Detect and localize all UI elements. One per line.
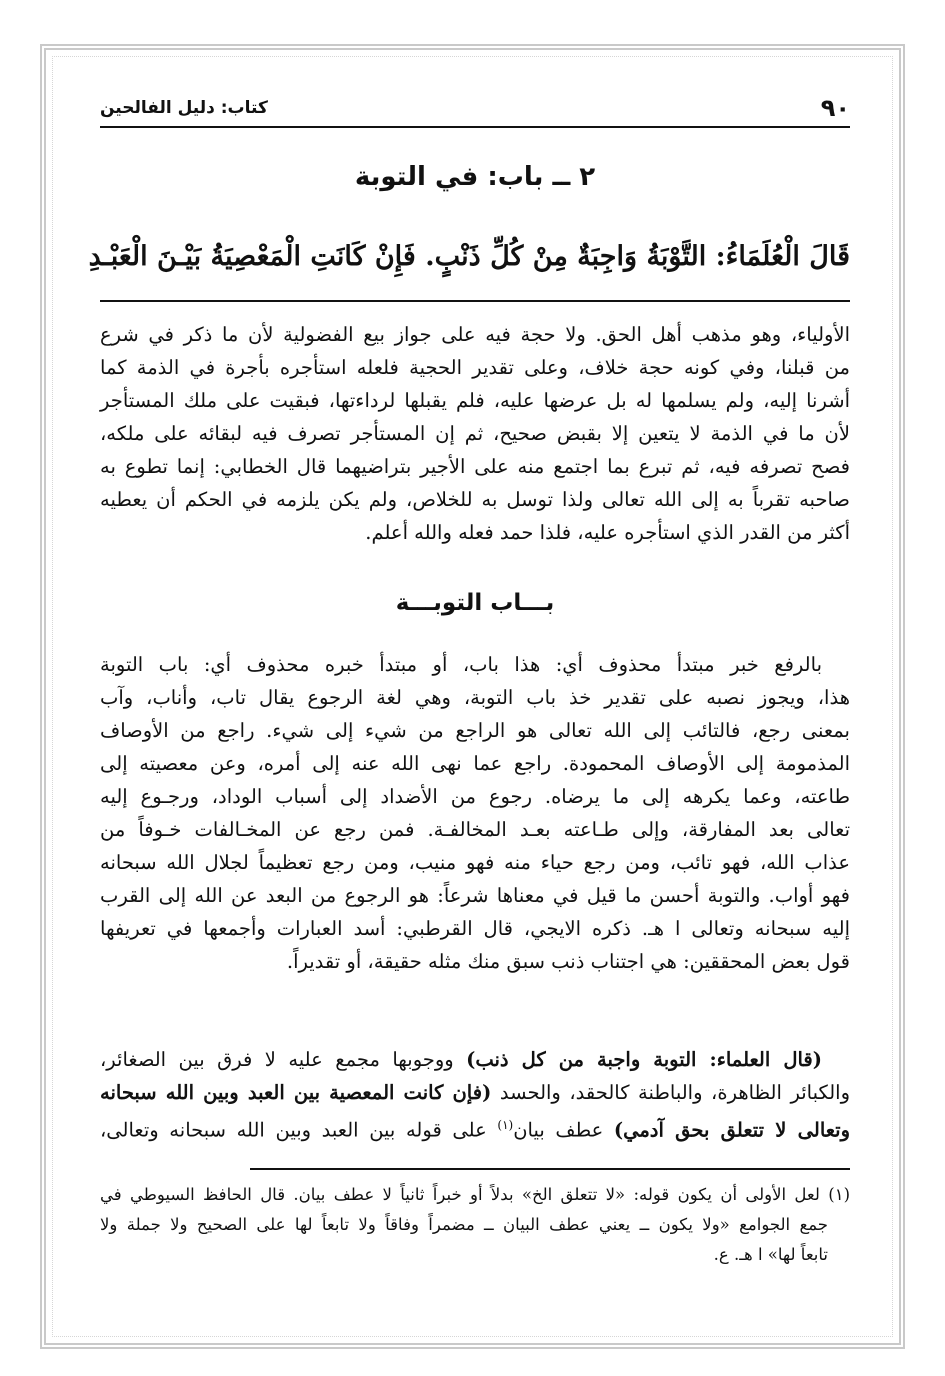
commentary-text: ووجوبها مجمع عليه لا فرق بين الصغائر، bbox=[100, 1048, 467, 1071]
footnote-line: (١) لعل الأولى أن يكون قوله: «لا تتعلق الخ» بدلاً أو خبراً ثانياً لا عطف بيان. قال الحافظ السيوطي في bbox=[100, 1185, 850, 1204]
paragraph-commentary-3 bbox=[100, 1043, 850, 1142]
running-header bbox=[100, 92, 850, 128]
text-line: صاحبه تقرباً به إلى الله تعالى ولذا توسل به للخلاص، ولم يكن يلزمه في الحكم أن يعطيه bbox=[100, 488, 850, 511]
text-line: من قبلنا، وفي كونه حجة خلاف، وعلى تقدير الحجية فلعله استأجره بأجرة في الذمة كما bbox=[100, 356, 850, 379]
footnote-reference[interactable]: (١) bbox=[497, 1118, 514, 1132]
text-line: أشرنا إليه، ولم يسلمها له بل عرضها عليه، فلم يقبلها لرداءتها، فبقيت على ملك المستأجر bbox=[100, 389, 850, 412]
section-heading: بـــاب التوبـــة bbox=[395, 590, 555, 616]
matn-text: قَالَ الْعُلَمَاءُ: التَّوْبَةُ وَاجِبَةٌ مِنْ كُلِّ ذَنْبٍ. فَإِنْ كَانَتِ الْمَعْصِيَةُ بَيْـنَ الْعَبْـدِ bbox=[88, 241, 850, 272]
book-title: كتاب: دليل الفالحين bbox=[100, 98, 268, 118]
commentary-text: عطف بيان bbox=[513, 1118, 614, 1142]
commentary-text: والكبائر الظاهرة، والباطنة كالحقد، والحسد bbox=[491, 1081, 850, 1104]
text-line: تعالى بعد المفارقة، وإلى طـاعته بعـد المخالفـة. فمن رجع عن المخـالفات خـوفاً من bbox=[100, 818, 850, 841]
text-line bbox=[100, 1043, 850, 1076]
text-line: فهو أواب. والتوبة أحسن ما قيل في معناها شرعاً: هو الرجوع من البعد عن الله إلى القرب bbox=[100, 884, 850, 907]
paragraph-commentary-2 bbox=[100, 648, 850, 978]
matn-divider bbox=[100, 300, 850, 302]
page-number: ٩٠ bbox=[820, 94, 850, 122]
text-line: قول بعض المحققين: هي اجتناب ذنب سبق منك مثله حقيقة، أو تقديراً. bbox=[286, 950, 850, 973]
quoted-matn: (فإن كانت المعصية بين العبد وبين الله سبحانه bbox=[100, 1081, 492, 1104]
text-line bbox=[100, 1109, 850, 1142]
text-line: فصح تصرفه فيه، ثم تبرع بما اجتمع منه على الأجير بتراضيهما قال الخطابي: إنما تطوع به bbox=[100, 455, 850, 478]
text-line: بمعنى رجع، فالتائب إلى الله تعالى هو الراجع من شيء إلى شيء. راجع من الأوصاف bbox=[100, 719, 850, 742]
text-line: بالرفع خبر مبتدأ محذوف أي: هذا باب، أو مبتدأ خبره محذوف أي: باب التوبة bbox=[100, 653, 822, 676]
text-line: إليه سبحانه وتعالى ا هـ. ذكره الايجي، قال القرطبي: أسد العبارات وأجمعها في تعريفها bbox=[100, 917, 850, 940]
quoted-matn: (قال العلماء: التوبة واجبة من كل ذنب) bbox=[466, 1048, 822, 1071]
footnote-line: تابعاً لها» ا هـ. ع. bbox=[713, 1245, 828, 1264]
paragraph-commentary-1 bbox=[100, 318, 850, 549]
footnote-divider bbox=[250, 1168, 850, 1170]
text-line: لأن ما في الذمة لا يتعين إلا بقبض صحيح، ثم إن المستأجر تصرف فيه لبقائه على ملكه، bbox=[100, 422, 850, 445]
text-line: هذا، ويجوز نصبه على تقدير خذ باب التوبة، وهي لغة الرجوع يقال تاب، وأناب، وآب bbox=[100, 686, 850, 709]
text-line: الأولياء، وهو مذهب أهل الحق. ولا حجة فيه على جواز بيع الفضولية لأن ما ذكر في شرع bbox=[100, 323, 850, 346]
text-line: أكثر من القدر الذي استأجره عليه، فلذا حمد فعله والله أعلم. bbox=[365, 521, 850, 544]
commentary-text: على قوله بين العبد وبين الله سبحانه وتعالى، bbox=[100, 1118, 498, 1142]
text-line: المذمومة إلى الأوصاف المحمودة. راجع عما نهى الله عنه إلى أمره، وعن معصيته إلى bbox=[100, 752, 850, 775]
text-line: طاعته، وعما يكرهه إلى ما يرضاه. رجوع من الأضداد إلى أسباب الوداد، ورجـوع إليه bbox=[100, 785, 850, 808]
chapter-heading: ٢ ــ باب: في التوبة bbox=[354, 162, 596, 192]
text-line: عذاب الله، فهو تائب، ومن رجع حياء منه فهو منيب، ومن رجع تعظيماً لجلال الله سبحانه bbox=[100, 851, 850, 874]
footnote-line: جمع الجوامع «ولا يكون ــ يعني عطف البيان ــ مضمراً وفاقاً ولا تابعاً لها على الصحيح ولا جملة ولا bbox=[100, 1215, 828, 1234]
footnote bbox=[100, 1180, 850, 1270]
quoted-matn: وتعالى لا تتعلق بحق آدمي) bbox=[613, 1118, 851, 1142]
text-line bbox=[100, 1076, 850, 1109]
